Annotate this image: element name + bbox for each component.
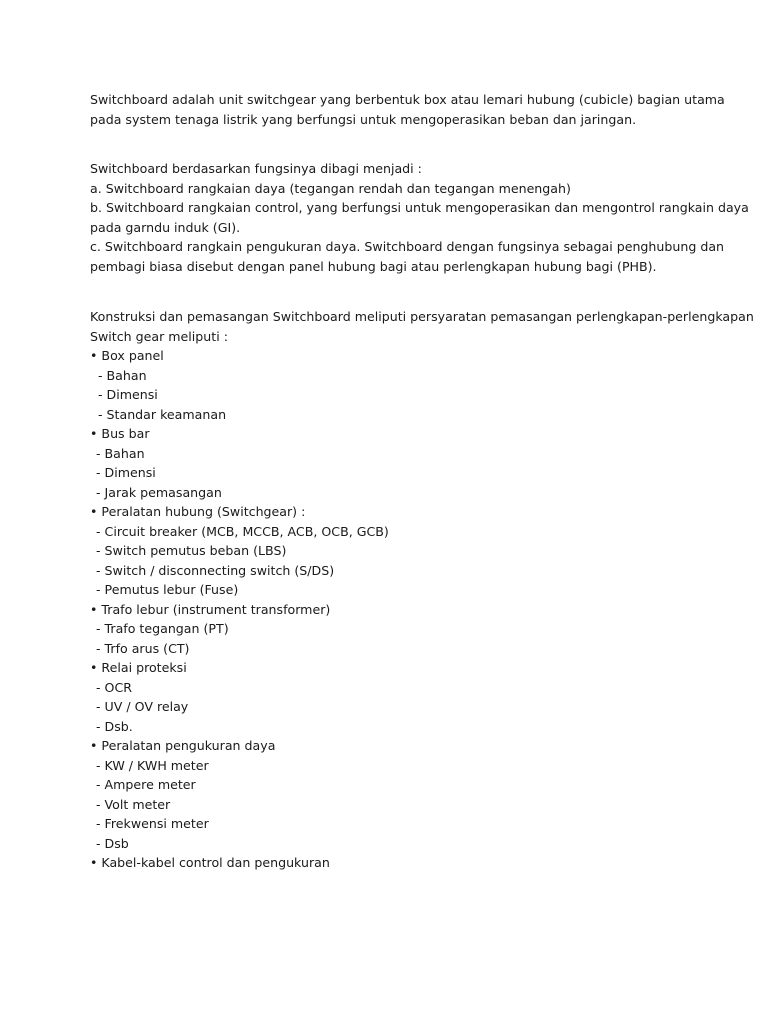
list-subitem: - Trfo arus (CT) [96,640,190,656]
list-subitem: - Dimensi [96,465,156,480]
text-line: pada garndu induk (GI). [90,219,241,235]
list-subitem: - Circuit breaker (MCB, MCCB, ACB, OCB, GCB) [96,523,389,539]
list-subitem: - Dsb. [96,718,133,734]
paragraph-definition [90,90,725,129]
list-subitem: - Bahan [98,367,147,383]
text-line: pembagi biasa disebut dengan panel hubung bagi atau perlengkapan hubung bagi (PHB). [90,258,657,274]
list-subitem: - Frekwensi meter [96,816,209,831]
list-subitem: - UV / OV relay [96,699,189,714]
text-line: b. Switchboard rangkaian control, yang berfungsi untuk mengoperasikan dan mengontrol rangkain daya [90,200,749,215]
list-subitem: - Standar keamanan [98,406,227,422]
equipment-list [90,346,690,873]
list-subitem: - Switch pemutus beban (LBS) [96,543,287,558]
list-item: • Kabel-kabel control dan pengukuran [90,855,330,870]
list-subitem: - Volt meter [96,796,171,812]
text-line: Switchboard berdasarkan fungsinya dibagi menjadi : [90,161,422,176]
text-line: Switch gear meliputi : [90,328,228,344]
list-subitem: - Jarak pemasangan [96,484,222,500]
list-subitem: - KW / KWH meter [96,757,209,773]
list-item: • Trafo lebur (instrument transformer) [90,601,331,617]
list-item: • Peralatan hubung (Switchgear) : [90,504,306,519]
text-line: pada system tenaga listrik yang berfungsi untuk mengoperasikan beban dan jaringan. [90,111,637,127]
list-item: • Box panel [90,348,164,363]
text-line: Switchboard adalah unit switchgear yang berbentuk box atau lemari hubung (cubicle) bagian utama [90,92,725,107]
list-item: • Relai proteksi [90,660,187,675]
list-subitem: - Ampere meter [96,777,196,792]
list-subitem: - OCR [96,679,133,695]
paragraph-functions [90,159,749,276]
list-subitem: - Trafo tegangan (PT) [96,621,229,636]
text-line: Konstruksi dan pemasangan Switchboard meliputi persyaratan pemasangan perlengkapan-perlengkapan [90,309,754,324]
text-line: c. Switchboard rangkain pengukuran daya. Switchboard dengan fungsinya sebagai penghubung dan [90,239,725,254]
list-subitem: - Dimensi [98,387,158,402]
list-item: • Peralatan pengukuran daya [90,738,276,753]
list-item: • Bus bar [90,426,150,441]
list-subitem: - Pemutus lebur (Fuse) [96,582,239,597]
text-line: a. Switchboard rangkaian daya (tegangan rendah dan tegangan menengah) [90,180,571,196]
list-subitem: - Switch / disconnecting switch (S/DS) [96,562,335,578]
paragraph-construction [90,307,754,346]
list-subitem: - Bahan [96,445,145,461]
list-subitem: - Dsb [96,835,129,851]
